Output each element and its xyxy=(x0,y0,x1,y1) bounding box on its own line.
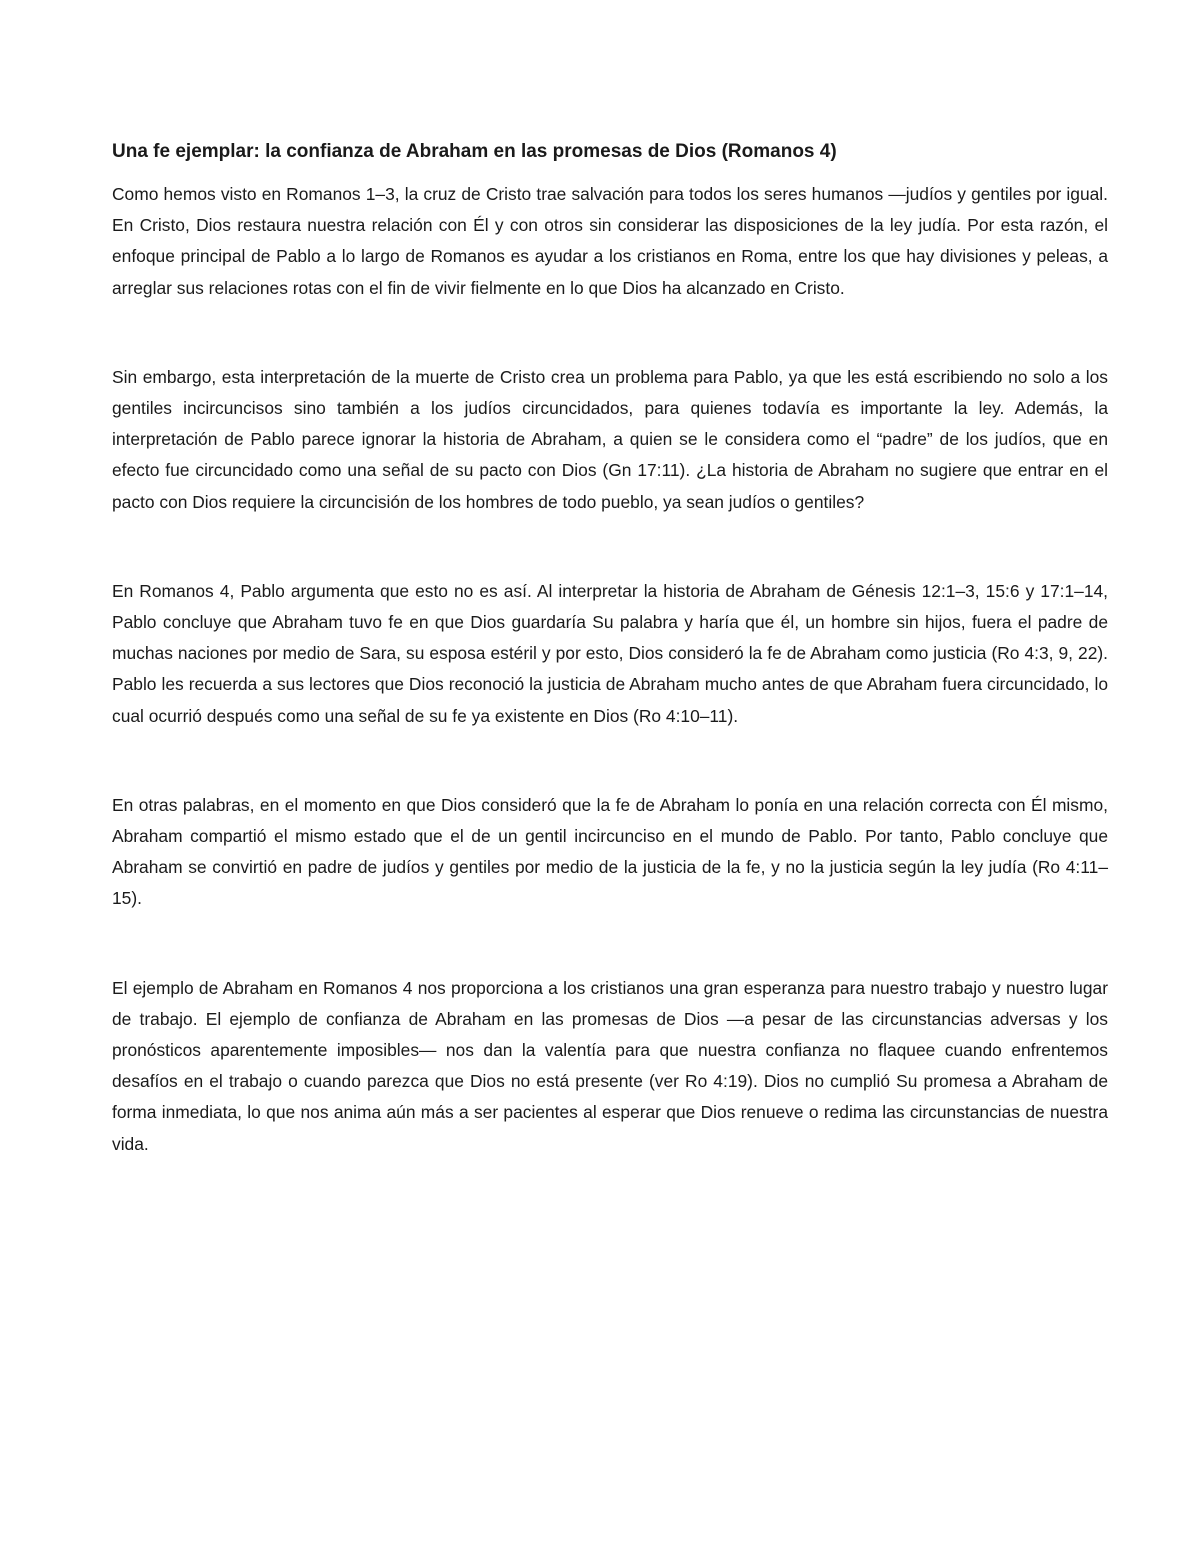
paragraph-4: En otras palabras, en el momento en que Dios consideró que la fe de Abraham lo ponía en una relación correcta con Él mismo, Abraham compartió el mismo estado que el de un gentil incircunciso en el mundo de Pablo. Por tanto, Pablo concluye que Abraham se convirtió en padre de judíos y gentiles por medio de la justicia de la fe, y no la justicia según la ley judía (Ro 4:11–15). xyxy=(112,794,1108,909)
paragraph-3: En Romanos 4, Pablo argumenta que esto no es así. Al interpretar la historia de Abraham de Génesis 12:1–3, 15:6 y 17:1–14, Pablo concluye que Abraham tuvo fe en que Dios guardaría Su palabra y haría que él, un hombre sin hijos, fuera el padre de muchas naciones por medio de Sara, su esposa estéril y por esto, Dios consideró la fe de Abraham como justicia (Ro 4:3, 9, 22). Pablo les recuerda a sus lectores que Dios reconoció la justicia de Abraham mucho antes de que Abraham fuera circuncidado, lo cual ocurrió después como una señal de su fe ya existente en Dios (Ro 4:10–11). xyxy=(112,580,1108,726)
paragraph-2: Sin embargo, esta interpretación de la muerte de Cristo crea un problema para Pablo, ya que les está escribiendo no solo a los gentiles incircuncisos sino también a los judíos circuncidados, para quienes todavía es importante la ley. Además, la interpretación de Pablo parece ignorar la historia de Abraham, a quien se le considera como el “padre” de los judíos, que en efecto fue circuncidado como una señal de su pacto con Dios (Gn 17:11). ¿La historia de Abraham no sugiere que entrar en el pacto con Dios requiere la circuncisión de los hombres de todo pueblo, ya sean judíos o gentiles? xyxy=(112,366,1108,512)
document-title: Una fe ejemplar: la confianza de Abraham en las promesas de Dios (Romanos 4) xyxy=(112,141,837,162)
paragraph-1: Como hemos visto en Romanos 1–3, la cruz de Cristo trae salvación para todos los seres humanos —judíos y gentiles por igual. En Cristo, Dios restaura nuestra relación con Él y con otros sin considerar las disposiciones de la ley judía. Por esta razón, el enfoque principal de Pablo a lo largo de Romanos es ayudar a los cristianos en Roma, entre los que hay divisiones y peleas, a arreglar sus relaciones rotas con el fin de vivir fielmente en lo que Dios ha alcanzado en Cristo. xyxy=(112,184,1108,298)
document-page xyxy=(112,137,1108,1218)
paragraph-5: El ejemplo de Abraham en Romanos 4 nos proporciona a los cristianos una gran esperanza para nuestro trabajo y nuestro lugar de trabajo. El ejemplo de confianza de Abraham en las promesas de Dios —a pesar de las circunstancias adversas y los pronósticos aparentemente imposibles— nos dan la valentía para que nuestra confianza no flaquee cuando enfrentemos desafíos en el trabajo o cuando parezca que Dios no está presente (ver Ro 4:19). Dios no cumplió Su promesa a Abraham de forma inmediata, lo que nos anima aún más a ser pacientes al esperar que Dios renueve o redima las circunstancias de nuestra vida. xyxy=(112,977,1108,1154)
